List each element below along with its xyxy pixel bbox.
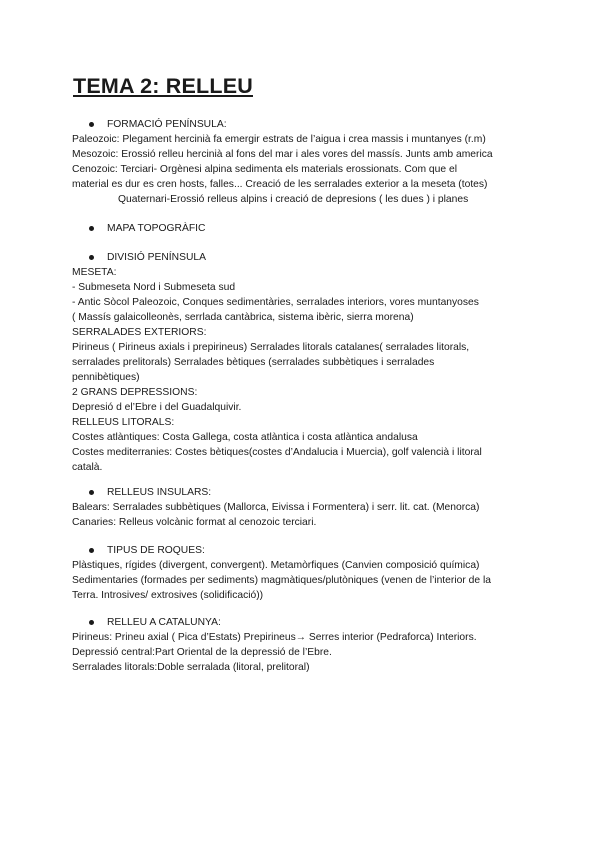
text-line: Cenozoic: Terciari- Orgènesi alpina sedimenta els materials erossionats. Com que el (72, 164, 457, 175)
text-line: Paleozoic: Plegament hercinià fa emergir estrats de l’aigua i crea massis i muntanyes (r.m) (72, 134, 486, 145)
page-title: TEMA 2: RELLEU (73, 74, 253, 98)
section-heading (72, 543, 532, 558)
section-heading-text: TIPUS DE ROQUES: (107, 545, 205, 556)
text-line: MESETA: (72, 267, 117, 278)
text-line: Plàstiques, rígides (divergent, convergent). Metamòrfiques (Canvien composició química) (72, 560, 480, 571)
text-line: Pirineus ( Pirineus axials i prepirineus) Serralades litorals catalanes( serralades litorals, (72, 342, 470, 353)
text-line: 2 GRANS DEPRESSIONS: (72, 387, 198, 398)
text-line: ( Massís galaicolleonès, serrlada cantàbrica, sistema ibèric, sierra morena) (72, 312, 414, 323)
text-line: Costes atlàntiques: Costa Gallega, costa atlàntica i costa atlàntica andalusa (72, 432, 418, 443)
text-line: català. (72, 462, 103, 473)
text-line: Depresió d el’Ebre i del Guadalquivir. (72, 402, 242, 413)
text-line: Balears: Serralades subbètiques (Mallorca, Eivissa i Formentera) i serr. lit. cat. (Menorca) (72, 502, 480, 513)
section-relleu-catalunya (72, 615, 532, 675)
section-heading (72, 117, 532, 132)
bullet-icon (89, 226, 94, 231)
bullet-icon (89, 548, 94, 553)
text-line: serralades prelitorals) Serralades bètiques (serralades subbètiques i serralades (72, 357, 435, 368)
section-mapa-topografic (72, 221, 532, 236)
text-line: Mesozoic: Erossió relleu hercinià al fons del mar i ales vores del massís. Junts amb america (72, 149, 493, 160)
bullet-icon (89, 490, 94, 495)
text-line: material es dur es cren hosts, falles... Creació de les serralades exterior a la meseta (totes) (72, 179, 488, 190)
section-heading (72, 250, 532, 265)
section-tipus-roques (72, 543, 532, 603)
section-heading-text: RELLEU A CATALUNYA: (107, 617, 221, 628)
section-relleus-insulars (72, 485, 532, 530)
text-line: - Submeseta Nord i Submeseta sud (72, 282, 236, 293)
bullet-icon (89, 255, 94, 260)
section-heading (72, 485, 532, 500)
text-line: Canaries: Relleus volcànic format al cenozoic terciari. (72, 517, 317, 528)
section-heading-text: MAPA TOPOGRÀFIC (107, 223, 206, 234)
section-heading-text: DIVISIÓ PENÍNSULA (107, 252, 206, 263)
text-line: Costes mediterranies: Costes bètiques(costes d’Andalucia i Muercia), golf valencià i litoral (72, 447, 482, 458)
text-line: Serralades litorals:Doble serralada (litoral, prelitoral) (72, 662, 310, 673)
text-line: - Antic Sòcol Paleozoic, Conques sedimentàries, serralades interiors, vores muntanyoses (72, 297, 479, 308)
section-heading-text: FORMACIÓ PENÍNSULA: (107, 119, 227, 130)
section-heading (72, 615, 532, 630)
text-line: Terra. Introsives/ extrosives (solidificació)) (72, 590, 264, 601)
bullet-icon (89, 122, 94, 127)
text-line: Depressió central:Part Oriental de la depressió de l’Ebre. (72, 647, 332, 658)
section-formacio-peninsula (72, 117, 532, 207)
section-heading (72, 221, 532, 236)
text-line: RELLEUS LITORALS: (72, 417, 175, 428)
text-line: Sedimentaries (formades per sediments) magmàtiques/plutòniques (venen de l’interior de la (72, 575, 491, 586)
section-divisio-peninsula (72, 250, 532, 475)
text-line: SERRALADES EXTERIORS: (72, 327, 207, 338)
section-heading-text: RELLEUS INSULARS: (107, 487, 212, 498)
text-line: pennibètiques) (72, 372, 140, 383)
text-line: Quaternari-Erossió relleus alpins i creació de depresions ( les dues ) i planes (118, 194, 469, 205)
text-line: Pirineus: Prineu axial ( Pica d’Estats) Prepirineus→ Serres interior (Pedraforca) Interiors. (72, 632, 477, 643)
bullet-icon (89, 620, 94, 625)
